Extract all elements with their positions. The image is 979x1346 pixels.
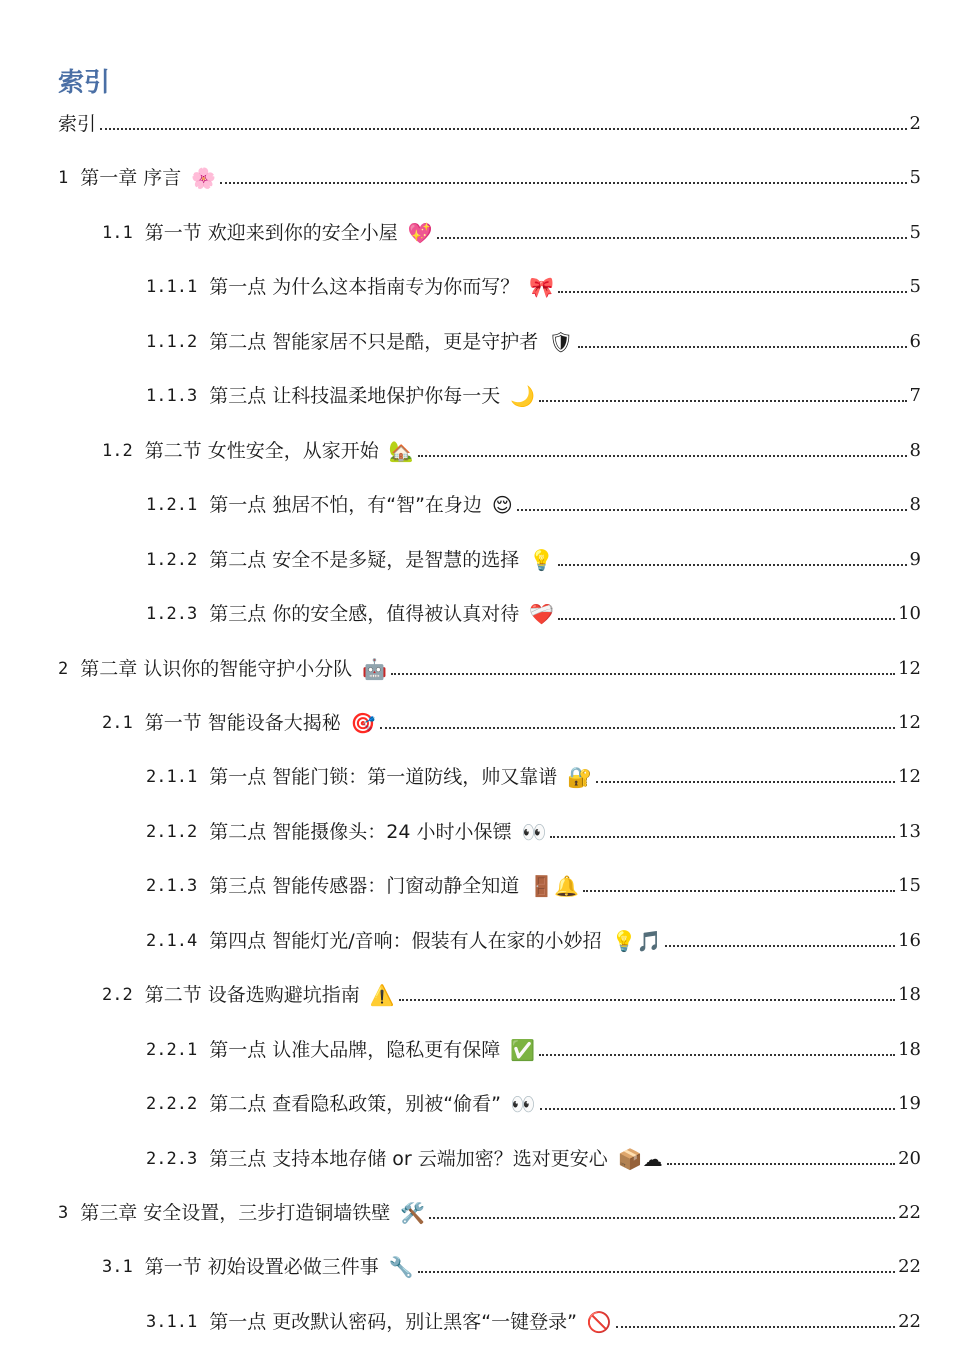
toc-entry[interactable] <box>58 108 921 136</box>
toc-entry-title: 第二节 女性安全，从家开始 <box>144 439 379 462</box>
toc-entry-number: 2.1.3 <box>146 876 198 897</box>
toc-entry-title: 第二点 智能摄像头：24 小时小保镖 <box>209 820 512 843</box>
toc-entry-page-number: 6 <box>909 330 921 352</box>
toc-entry-page-number: 22 <box>898 1202 921 1223</box>
toc-entry-title: 第二节 设备选购避坑指南 <box>144 984 360 1007</box>
dot-leader <box>616 1326 895 1328</box>
toc-entry-page-number: 12 <box>898 766 921 788</box>
toc-entry-title: 第二点 查看隐私政策，别被“偷看” <box>209 1093 501 1116</box>
light-bulb-icon: 💡 <box>529 547 555 572</box>
toc-entry-page-number: 18 <box>898 984 921 1006</box>
toc-entry-title: 第四点 智能灯光/音响：假装有人在家的小妙招 <box>209 929 602 952</box>
toc-entry[interactable] <box>58 1197 921 1225</box>
dot-leader <box>418 1271 895 1273</box>
dot-leader <box>578 346 907 348</box>
box-and-cloud-icon: 📦☁ <box>617 1146 663 1171</box>
toc-entry[interactable] <box>146 1143 921 1171</box>
hammer-and-wrench-icon: 🛠️ <box>400 1201 426 1225</box>
toc-entry-page-number: 20 <box>898 1147 921 1169</box>
sparkling-heart-icon: 💖 <box>407 220 433 245</box>
eyes-icon: 👀 <box>521 819 547 844</box>
toc-entry-page-number: 8 <box>909 439 921 461</box>
toc-entry-number: 1.1 <box>102 222 133 243</box>
toc-entry-title: 第一节 初始设置必做三件事 <box>144 1256 379 1279</box>
toc-entry[interactable] <box>102 217 921 245</box>
dot-leader <box>558 291 906 293</box>
toc-entry[interactable] <box>146 326 921 354</box>
toc-entry-page-number: 5 <box>909 167 921 189</box>
toc-entry-title: 第三点 支持本地存储 or 云端加密？选对更安心 <box>209 1147 608 1170</box>
toc-entry-number: 2.1.4 <box>146 930 198 951</box>
bulb-and-music-icon: 💡🎵 <box>611 928 662 953</box>
toc-entry-number: 1.1.3 <box>146 386 198 407</box>
toc-entry-number: 2.2.3 <box>146 1148 198 1169</box>
toc-entry-number: 3.1.1 <box>146 1311 198 1332</box>
ribbon-icon: 🎀 <box>529 275 555 300</box>
toc-entry[interactable] <box>102 979 921 1007</box>
toc-entry[interactable] <box>146 598 921 626</box>
dot-leader <box>100 128 907 130</box>
toc-entry-title: 第二点 安全不是多疑，是智慧的选择 <box>209 548 520 571</box>
toc-entry[interactable] <box>146 271 921 299</box>
toc-entry-page-number: 22 <box>898 1310 921 1332</box>
crescent-moon-icon: 🌙 <box>510 384 536 409</box>
toc-entry-page-number: 12 <box>898 657 921 679</box>
toc-entry-page-number: 19 <box>898 1093 921 1115</box>
toc-entry-title: 第一点 认准大品牌，隐私更有保障 <box>209 1038 501 1061</box>
dot-leader <box>558 564 906 566</box>
dot-leader <box>550 836 895 838</box>
dot-leader <box>380 727 895 729</box>
toc-entry-page-number: 5 <box>909 221 921 243</box>
toc-entry-page-number: 7 <box>909 385 921 407</box>
toc-entry-page-number: 12 <box>898 711 921 733</box>
toc-entry-title: 第三章 安全设置，三步打造铜墙铁壁 <box>80 1202 391 1224</box>
toc-entry-title: 第一章 序言 <box>80 167 182 190</box>
check-mark-icon: ✅ <box>510 1037 536 1062</box>
toc-entry-number: 2.2.1 <box>146 1039 198 1060</box>
toc-entry[interactable] <box>102 1251 921 1279</box>
toc-entry-title: 第一节 智能设备大揭秘 <box>144 711 341 734</box>
dot-leader <box>517 509 907 511</box>
toc-entry[interactable] <box>146 1306 921 1334</box>
toc-entry[interactable] <box>146 489 921 517</box>
toc-entry[interactable] <box>146 544 921 572</box>
toc-entry-page-number: 8 <box>909 494 921 516</box>
dot-leader <box>558 618 895 620</box>
toc-entry-number: 2 <box>58 658 69 679</box>
toc-entry[interactable] <box>146 1088 921 1116</box>
dot-leader <box>583 890 895 892</box>
toc-entry-title: 第一点 独居不怕，有“智”在身边 <box>209 494 482 517</box>
toc-entry-number: 3 <box>58 1203 69 1223</box>
toc-entry[interactable] <box>146 761 921 789</box>
locked-with-key-icon: 🔐 <box>567 765 593 790</box>
target-icon: 🎯 <box>350 710 376 735</box>
dot-leader <box>429 1217 895 1219</box>
door-and-bell-icon: 🚪🔔 <box>529 874 580 899</box>
dot-leader <box>540 1108 895 1110</box>
toc-entry-number: 2.2.2 <box>146 1094 198 1115</box>
toc-entry[interactable] <box>146 380 921 408</box>
toc-entry-title: 第一节 欢迎来到你的安全小屋 <box>144 221 398 244</box>
toc-entry[interactable] <box>102 435 921 463</box>
toc-entry-title: 第一点 智能门锁：第一道防线，帅又靠谱 <box>209 766 558 789</box>
toc-entry[interactable] <box>102 707 921 735</box>
toc-entry-page-number: 18 <box>898 1038 921 1060</box>
dot-leader <box>539 1054 895 1056</box>
toc-entry-number: 1 <box>58 168 69 189</box>
toc-entry-title: 第二章 认识你的智能守护小分队 <box>80 657 353 680</box>
toc-entry-number: 2.1 <box>102 712 133 733</box>
toc-entry-number: 1.2.2 <box>146 549 198 570</box>
house-with-garden-icon: 🏡 <box>388 438 414 463</box>
robot-icon: 🤖 <box>362 656 388 681</box>
toc-entry-title: 第一点 为什么这本指南专为你而写？ <box>209 276 520 299</box>
toc-entry-number: 1.1.2 <box>146 331 198 352</box>
warning-icon: ⚠️ <box>369 983 395 1008</box>
eyes-icon: 👀 <box>510 1092 536 1117</box>
mending-heart-icon: ❤️‍🩹 <box>529 602 555 627</box>
cherry-blossom-icon: 🌸 <box>191 166 217 191</box>
dot-leader <box>596 781 895 783</box>
toc-entry-page-number: 15 <box>898 875 921 897</box>
toc-entry-title: 第三点 你的安全感，值得被认真对待 <box>209 603 520 626</box>
toc-entry[interactable] <box>146 925 921 953</box>
toc-entry-number: 1.2 <box>102 440 133 461</box>
toc-entry-number: 1.2.1 <box>146 495 198 516</box>
toc-entry-title: 第一点 更改默认密码，别让黑客“一键登录” <box>209 1310 577 1333</box>
toc-entry[interactable] <box>146 870 921 898</box>
dot-leader <box>539 400 906 402</box>
toc-entry-number: 1.2.3 <box>146 604 198 625</box>
toc-entry-number: 2.2 <box>102 985 133 1006</box>
toc-entry-page-number: 2 <box>909 113 921 134</box>
toc-entry[interactable] <box>146 816 921 844</box>
toc-entry-page-number: 10 <box>898 603 921 625</box>
toc-entry-title: 第二点 智能家居不只是酷，更是守护者 <box>209 330 539 353</box>
toc-entry-number: 1.1.1 <box>146 277 198 298</box>
toc-entry-number: 2.1.2 <box>146 821 198 842</box>
dot-leader <box>665 945 895 947</box>
toc-entry-page-number: 13 <box>898 820 921 842</box>
shield-icon: 🛡 <box>548 329 574 354</box>
dot-leader <box>667 1163 895 1165</box>
dot-leader <box>399 999 895 1001</box>
page-title: 索引 <box>58 68 111 98</box>
toc-entry-page-number: 5 <box>909 276 921 298</box>
toc-entry-title: 第三点 让科技温柔地保护你每一天 <box>209 385 501 408</box>
toc-entry-title: 第三点 智能传感器：门窗动静全知道 <box>209 875 520 898</box>
toc-entry[interactable] <box>146 1034 921 1062</box>
prohibited-icon: 🚫 <box>586 1309 612 1334</box>
toc-entry-number: 3.1 <box>102 1257 133 1278</box>
dot-leader <box>220 182 906 184</box>
toc-entry-number: 2.1.1 <box>146 767 198 788</box>
toc-entry[interactable] <box>58 653 921 681</box>
relieved-face-icon: 😌 <box>491 493 513 518</box>
dot-leader <box>391 673 895 675</box>
toc-entry-page-number: 16 <box>898 929 921 951</box>
toc-entry[interactable] <box>58 162 921 190</box>
toc-entry-page-number: 9 <box>909 548 921 570</box>
toc-entry-page-number: 22 <box>898 1256 921 1278</box>
dot-leader <box>418 455 907 457</box>
wrench-icon: 🔧 <box>388 1255 414 1280</box>
toc-entry-title: 索引 <box>58 113 97 135</box>
dot-leader <box>437 237 907 239</box>
